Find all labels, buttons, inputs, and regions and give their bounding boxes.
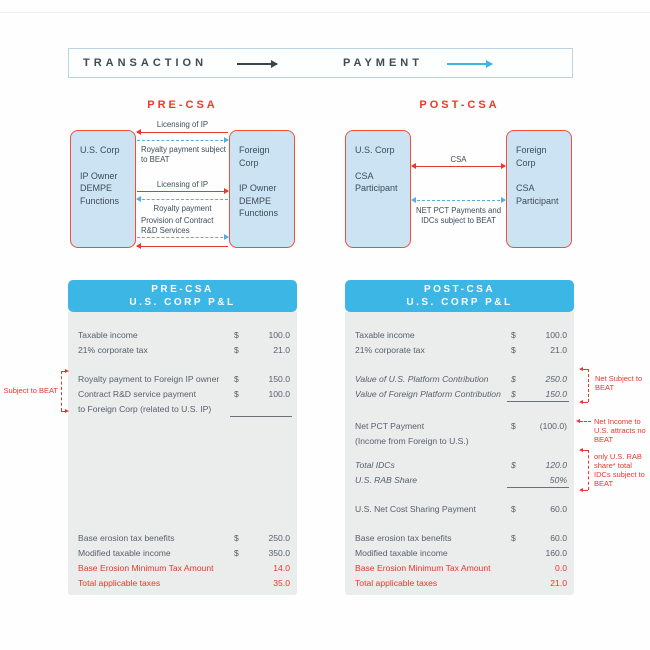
csa-arrow-icon	[412, 166, 505, 167]
row-value: 160.0	[545, 547, 567, 558]
row-label: Taxable income	[78, 329, 138, 340]
entity-name: Foreign Corp	[239, 145, 270, 168]
table-row	[68, 401, 297, 416]
table-row	[68, 575, 297, 590]
arrow-right-icon	[65, 369, 69, 373]
arrow-left-icon	[579, 448, 583, 452]
royalty-beat-arrow-icon	[137, 140, 228, 141]
table-row	[345, 371, 574, 386]
licensing-mid-arrow-icon	[137, 191, 228, 192]
row-value: 21.0	[550, 344, 567, 355]
royalty-beat-label: Royalty payment subject to BEAT	[141, 145, 226, 164]
table-row	[345, 327, 574, 342]
pre-table-body	[68, 312, 297, 595]
post-table-title-line1: POST-CSA	[423, 284, 496, 295]
row-value: 35.0	[273, 577, 290, 588]
row-value: 60.0	[550, 503, 567, 514]
row-label: Total applicable taxes	[78, 577, 161, 588]
table-row	[345, 501, 574, 516]
entity-name: U.S. Corp	[80, 145, 120, 155]
row-value: 250.0	[545, 373, 567, 384]
row-label: Modified taxable income	[355, 547, 448, 558]
row-label: Base Erosion Minimum Tax Amount	[78, 562, 214, 573]
subject-to-beat-note: Subject to BEAT	[3, 386, 58, 395]
row-value: (100.0)	[539, 420, 567, 431]
net-income-no-beat-note: Net Income to U.S. attracts no BEAT	[594, 417, 646, 444]
row-value: 150.0	[268, 373, 290, 384]
sum-line	[230, 416, 292, 417]
post-table-title-line2: U.S. CORP P&L	[406, 297, 513, 308]
table-row	[68, 545, 297, 560]
row-label: Total IDCs	[355, 459, 395, 470]
net-subject-bracket-top	[583, 369, 588, 370]
row-label: Taxable income	[355, 329, 415, 340]
row-label: Net PCT Payment	[355, 420, 425, 431]
table-row	[345, 472, 574, 487]
transaction-arrow-icon	[237, 63, 277, 65]
row-currency: $	[234, 532, 239, 543]
entity-role: CSA Participant	[516, 183, 559, 206]
licensing-of-ip-mid-label: Licensing of IP	[156, 180, 209, 189]
row-label: Royalty payment to Foreign IP owner	[78, 373, 220, 384]
rnd-payment-arrow-icon	[137, 237, 228, 238]
row-label: Value of Foreign Platform Contribution	[355, 388, 501, 399]
row-label: Base erosion tax benefits	[355, 532, 452, 543]
row-value: 100.0	[268, 388, 290, 399]
row-value: 150.0	[545, 388, 567, 399]
pre-csa-title: PRE-CSA	[147, 99, 218, 111]
table-row	[68, 386, 297, 401]
row-label: (Income from Foreign to U.S.)	[355, 435, 469, 446]
row-currency: $	[511, 503, 516, 514]
row-currency: $	[234, 373, 239, 384]
table-row	[68, 371, 297, 386]
row-value: 120.0	[545, 459, 567, 470]
net-subject-to-beat-note: Net Subject to BEAT	[595, 374, 643, 392]
rab-bracket-bottom	[583, 490, 588, 491]
net-pct-arrow-icon	[412, 200, 505, 201]
royalty-payment-arrow-icon	[137, 199, 228, 200]
table-row	[345, 545, 574, 560]
table-row	[68, 530, 297, 545]
post-table-header	[345, 280, 574, 312]
row-currency: $	[511, 329, 516, 340]
row-value: 14.0	[273, 562, 290, 573]
row-value: 21.0	[550, 577, 567, 588]
beat-bracket	[61, 371, 62, 411]
net-subject-bracket-bottom	[583, 402, 588, 403]
row-currency: $	[511, 459, 516, 470]
sum-line	[507, 401, 569, 402]
post-csa-title: POST-CSA	[419, 99, 500, 111]
licensing-top-arrow-icon	[137, 132, 228, 133]
row-label: Base erosion tax benefits	[78, 532, 175, 543]
row-label: to Foreign Corp (related to U.S. IP)	[78, 403, 212, 414]
row-currency: $	[234, 547, 239, 558]
rnd-services-label: Provision of Contract R&D Services	[141, 216, 214, 235]
rab-share-idcs-note: only U.S. RAB share* total IDCs subject to BEAT	[594, 452, 645, 488]
licensing-of-ip-top-label: Licensing of IP	[156, 120, 209, 129]
post-foreign-corp-box	[506, 130, 572, 248]
net-pct-label: NET PCT Payments and IDCs subject to BEAT	[415, 206, 502, 225]
net-subject-bracket	[588, 369, 589, 402]
table-row	[345, 386, 574, 401]
pre-us-corp-box	[70, 130, 136, 248]
row-currency: $	[511, 388, 516, 399]
post-table-body	[345, 312, 574, 595]
table-row	[345, 560, 574, 575]
row-value: 250.0	[268, 532, 290, 543]
csa-label: CSA	[450, 155, 467, 164]
row-label: 21% corporate tax	[78, 344, 148, 355]
table-row	[68, 327, 297, 342]
top-divider	[0, 12, 650, 13]
row-value: 60.0	[550, 532, 567, 543]
row-currency: $	[511, 420, 516, 431]
table-row	[345, 575, 574, 590]
row-label: Total applicable taxes	[355, 577, 438, 588]
pre-table-header	[68, 280, 297, 312]
row-value: 21.0	[273, 344, 290, 355]
row-label: Modified taxable income	[78, 547, 171, 558]
row-value: 100.0	[545, 329, 567, 340]
row-value: 350.0	[268, 547, 290, 558]
row-value: 100.0	[268, 329, 290, 340]
row-currency: $	[234, 344, 239, 355]
table-row	[345, 418, 574, 433]
table-row	[68, 560, 297, 575]
row-value: 50%	[549, 474, 567, 485]
pre-table-title-line2: U.S. CORP P&L	[129, 297, 236, 308]
pre-table-title-line1: PRE-CSA	[151, 284, 214, 295]
row-currency: $	[511, 344, 516, 355]
post-us-corp-box	[345, 130, 411, 248]
rnd-provision-arrow-icon	[137, 246, 228, 247]
entity-role: IP Owner DEMPE Functions	[80, 170, 120, 206]
legend-box	[68, 48, 573, 78]
row-currency: $	[511, 532, 516, 543]
row-currency: $	[511, 373, 516, 384]
row-label: 21% corporate tax	[355, 344, 425, 355]
table-row	[345, 530, 574, 545]
entity-name: Foreign Corp	[516, 145, 547, 168]
arrow-left-icon	[579, 367, 583, 371]
pre-foreign-corp-box	[229, 130, 295, 248]
table-row	[345, 342, 574, 357]
rab-bracket	[588, 450, 589, 490]
legend-payment-label: PAYMENT	[343, 57, 423, 69]
row-currency: $	[234, 388, 239, 399]
arrow-left-icon	[579, 400, 583, 404]
entity-role: CSA Participant	[355, 170, 398, 193]
net-income-pointer	[580, 421, 591, 422]
entity-name: U.S. Corp	[355, 145, 395, 155]
row-label: Base Erosion Minimum Tax Amount	[355, 562, 491, 573]
arrow-left-icon	[576, 419, 580, 423]
row-label: U.S. RAB Share	[355, 474, 418, 485]
table-row	[345, 433, 574, 448]
table-row	[68, 342, 297, 357]
row-label: U.S. Net Cost Sharing Payment	[355, 503, 476, 514]
arrow-left-icon	[579, 488, 583, 492]
payment-arrow-icon	[447, 63, 492, 65]
rab-bracket-top	[583, 450, 588, 451]
row-currency: $	[234, 329, 239, 340]
table-row	[345, 457, 574, 472]
legend-transaction-label: TRANSACTION	[83, 57, 208, 69]
sum-line	[507, 487, 569, 488]
row-label: Contract R&D service payment	[78, 388, 196, 399]
arrow-right-icon	[65, 409, 69, 413]
entity-role: IP Owner DEMPE Functions	[239, 183, 279, 218]
row-label: Value of U.S. Platform Contribution	[355, 373, 489, 384]
row-value: 0.0	[555, 562, 567, 573]
royalty-payment-label: Royalty payment	[153, 204, 212, 213]
